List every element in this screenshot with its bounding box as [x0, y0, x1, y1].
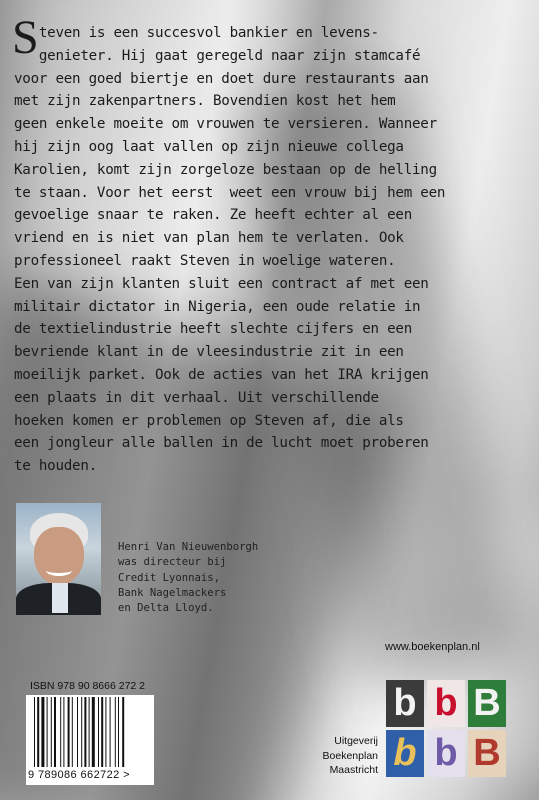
- barcode-bar: [68, 697, 70, 767]
- blurb-line: genieter. Hij gaat geregeld naar zijn stamcafé: [14, 47, 421, 64]
- logo-tile: B: [468, 680, 506, 727]
- publisher-logo: [386, 680, 506, 780]
- barcode-bar: [51, 697, 52, 767]
- publisher-name: [318, 734, 378, 778]
- barcode-bar: [47, 697, 48, 767]
- barcode-bar: [84, 697, 86, 767]
- publisher-website: www.boekenplan.nl: [385, 641, 480, 653]
- barcode-bar: [81, 697, 82, 767]
- blurb-line: voor een goed biertje en doet dure restaurants aan: [14, 70, 429, 87]
- barcode-bar: [92, 697, 95, 767]
- author-face: [34, 527, 84, 585]
- author-bio: [118, 540, 308, 616]
- blurb-text: [14, 22, 534, 478]
- blurb-line: militair dictator in Nigeria, een oude relatie in: [14, 298, 421, 315]
- author-bio-line: en Delta Lloyd.: [118, 602, 214, 615]
- barcode-bar: [105, 697, 106, 767]
- barcode-bar: [60, 697, 61, 767]
- barcode-bar: [98, 697, 99, 767]
- logo-tile: b: [386, 730, 424, 777]
- barcode-bar: [110, 697, 111, 767]
- barcode-bar: [77, 697, 78, 767]
- blurb-line: te staan. Voor het eerst weet een vrouw bij hem een: [14, 184, 446, 201]
- blurb-line: moeilijk parket. Ook de acties van het IRA krijgen: [14, 366, 429, 383]
- barcode-bar: [34, 697, 35, 767]
- blurb-line: hoeken komen er problemen op Steven af, die als: [14, 412, 404, 429]
- blurb-line: professioneel raakt Steven in woelige wateren.: [14, 252, 396, 269]
- blurb-line: geen enkele moeite om vrouwen te versieren. Wanneer: [14, 116, 437, 133]
- author-bio-line: Credit Lyonnais,: [118, 571, 221, 584]
- author-photo: [16, 503, 101, 615]
- barcode-bar: [41, 697, 44, 767]
- publisher-line: Uitgeverij: [334, 735, 378, 747]
- publisher-line: Maastricht: [329, 764, 378, 776]
- barcode-bar: [115, 697, 116, 767]
- barcode-bar: [37, 697, 39, 767]
- barcode-bar: [89, 697, 90, 767]
- barcode-digits: 9 789086 662722 >: [28, 769, 130, 781]
- blurb-line: vriend en is niet van plan hem te verlaten. Ook: [14, 230, 404, 247]
- barcode-bar: [118, 697, 119, 767]
- logo-tile: b: [427, 730, 465, 777]
- blurb-line: Karolien, komt zijn zorgeloze bestaan op de helling: [14, 161, 437, 178]
- blurb-line: een jongleur alle ballen in de lucht moet proberen: [14, 435, 429, 452]
- barcode-bar: [122, 697, 124, 767]
- logo-tile: b: [386, 680, 424, 727]
- author-bio-line: Henri Van Nieuwenborgh: [118, 541, 259, 553]
- blurb-line: teven is een succesvol bankier en levens-: [14, 25, 379, 41]
- isbn-label: ISBN 978 90 8666 272 2: [30, 680, 146, 692]
- logo-tile: b: [427, 680, 465, 727]
- barcode-bar: [101, 697, 103, 767]
- blurb-line: met zijn zakenpartners. Bovendien kost het hem: [14, 93, 396, 110]
- barcode-bar: [54, 697, 56, 767]
- author-collar: [52, 583, 68, 613]
- barcode-bars: [32, 697, 150, 769]
- blurb-line: een plaats in dit verhaal. Uit verschillende: [14, 389, 379, 406]
- logo-tile: B: [468, 730, 506, 777]
- blurb-line: Een van zijn klanten sluit een contract af met een: [14, 275, 429, 292]
- author-bio-line: was directeur bij: [118, 556, 227, 569]
- blurb-line: hij zijn oog laat vallen op zijn nieuwe collega: [14, 138, 404, 155]
- blurb-line: te houden.: [14, 458, 97, 475]
- blurb-line: gevoelige snaar te raken. Ze heeft echter al een: [14, 207, 412, 224]
- blurb-line: de textielindustrie heeft slechte cijfers en een: [14, 321, 412, 338]
- author-smile: [46, 565, 72, 576]
- blurb-line: bevriende klant in de vleesindustrie zit in een: [14, 344, 404, 361]
- publisher-line: Boekenplan: [322, 749, 378, 762]
- barcode-bar: [63, 697, 64, 767]
- barcode: [26, 695, 154, 785]
- author-bio-line: Bank Nagelmackers: [118, 586, 227, 599]
- barcode-bar: [72, 697, 73, 767]
- drop-cap: S: [12, 11, 39, 64]
